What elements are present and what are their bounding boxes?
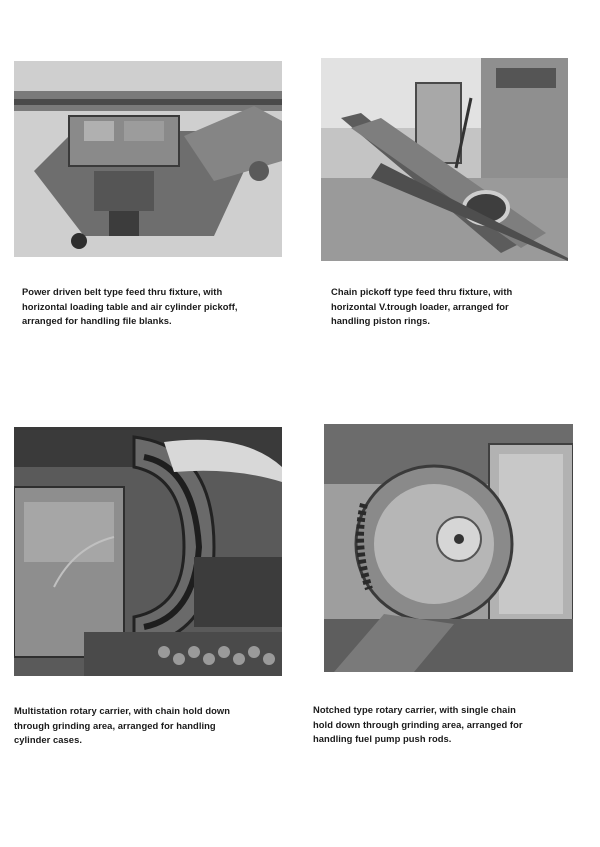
caption-line: cylinder cases. (14, 734, 82, 745)
caption-line: horizontal V.trough loader, arranged for (331, 300, 509, 312)
figure-caption (313, 703, 523, 747)
figure-caption (331, 285, 512, 329)
caption-line: hold down through grinding area, arranged for (313, 718, 523, 730)
multistation-rotary-carrier-photo (14, 427, 282, 676)
caption-line: Chain pickoff type feed thru fixture, with (331, 286, 513, 297)
caption-line: Notched type rotary carrier, with single chain (313, 704, 516, 715)
figure-caption (22, 285, 238, 329)
caption-line: handling fuel pump push rods. (313, 733, 452, 744)
belt-feed-fixture-photo (14, 61, 282, 257)
caption-line: Multistation rotary carrier, with chain hold down (14, 705, 231, 716)
caption-line: Power driven belt type feed thru fixture, with (22, 286, 223, 297)
notched-rotary-carrier-photo (324, 424, 573, 672)
caption-line: handling piston rings. (331, 315, 431, 326)
figure-caption (14, 704, 230, 748)
chain-pickoff-fixture-photo (321, 58, 568, 261)
caption-line: arranged for handling file blanks. (22, 315, 172, 326)
caption-line: horizontal loading table and air cylinder pickoff, (22, 300, 238, 312)
caption-line: through grinding area, arranged for handling (14, 719, 216, 731)
